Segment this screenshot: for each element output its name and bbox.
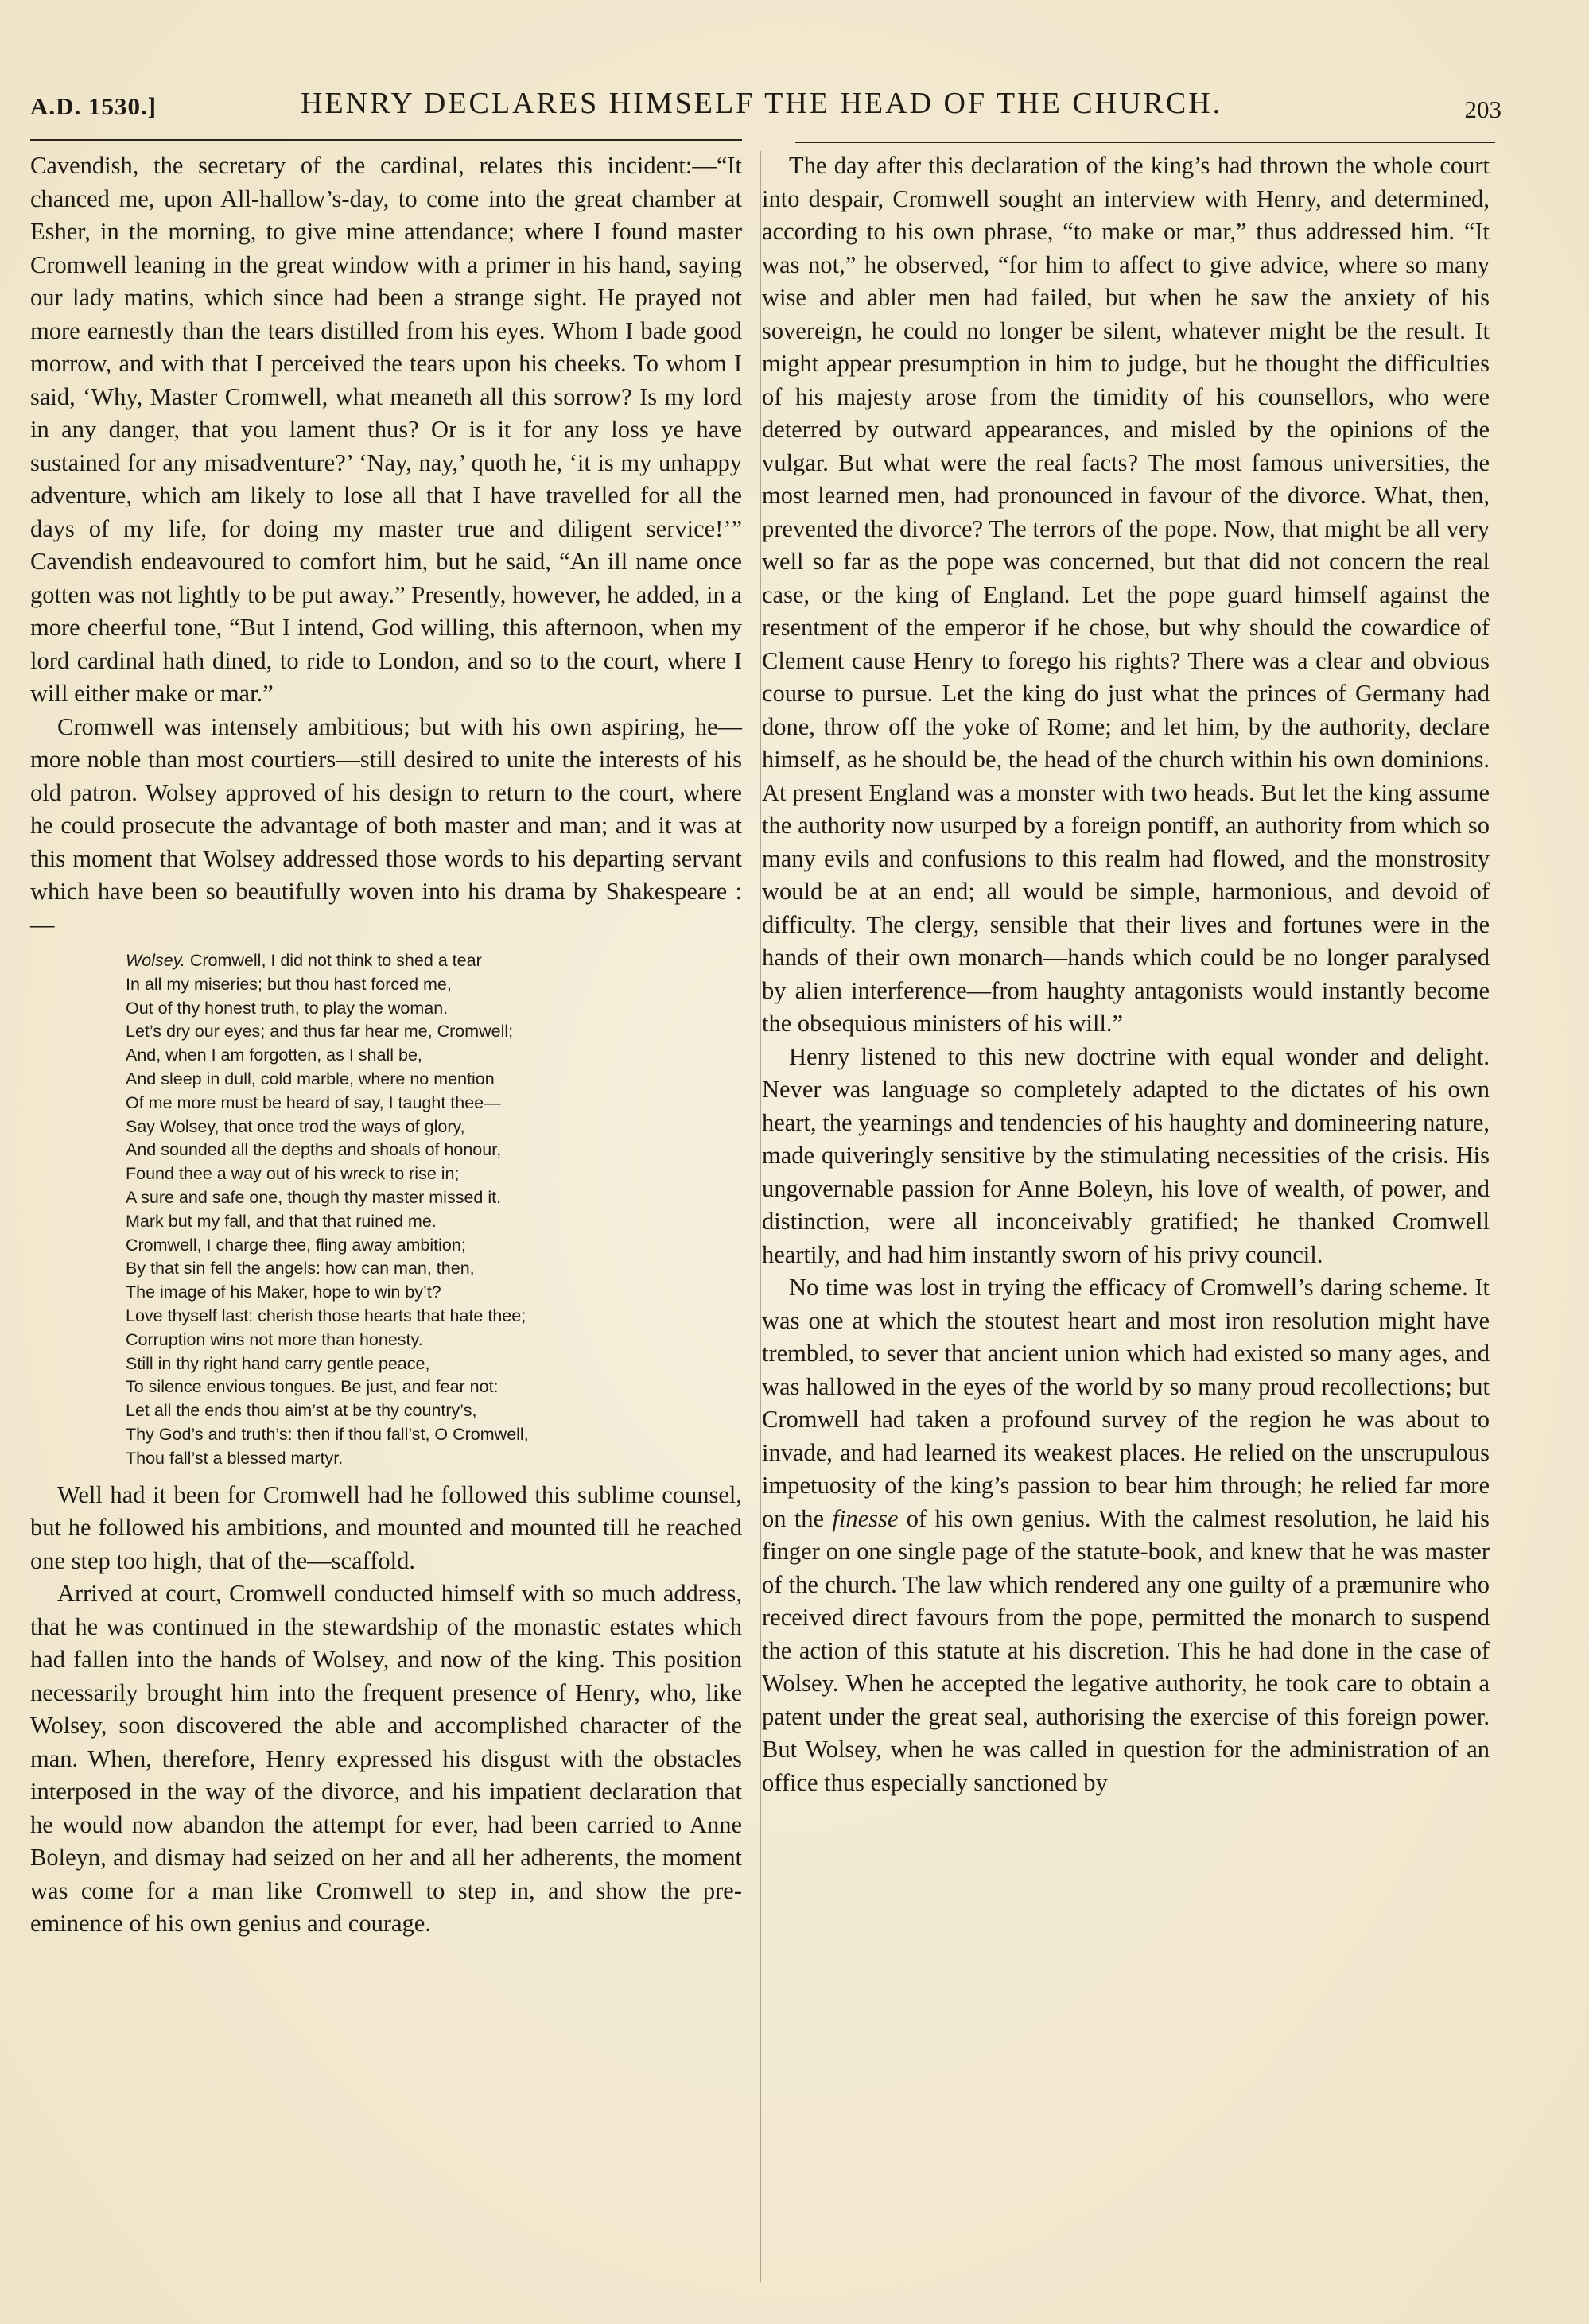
poem-line: Thou fall’st a blessed martyr. xyxy=(126,1448,344,1468)
poem-line: Say Wolsey, that once trod the ways of glory, xyxy=(126,1116,465,1136)
poem-line: Let all the ends thou aim’st at be thy country’s, xyxy=(126,1401,477,1421)
poem-line: In all my miseries; but thou hast forced me, xyxy=(126,974,452,994)
poem-line: Out of thy honest truth, to play the woman. xyxy=(126,998,449,1018)
poem-line: A sure and safe one, though thy master missed it. xyxy=(126,1187,502,1207)
page-number: 203 xyxy=(1464,95,1502,123)
header-date: A.D. 1530.] xyxy=(30,92,157,120)
column-divider xyxy=(760,151,761,2282)
poem-line: Wolsey. Cromwell, I did not think to shed a tear xyxy=(126,951,482,970)
poem-line: Let’s dry our eyes; and thus far hear me, Cromwell; xyxy=(126,1022,514,1042)
poem-line: And sounded all the depths and shoals of honour, xyxy=(126,1140,502,1160)
header-rule-left xyxy=(30,139,742,141)
shakespeare-quotation xyxy=(126,949,742,1471)
right-paragraph-3: No time was lost in trying the efficacy of Cromwell’s daring scheme. It was one at which the stoutest heart and most iron resolution might have trembled, to sever that ancient union which had existed so many ages, and was hallowed in the eyes of the world by so many proud recollections; but Cromwell had taken a profound survey of the region he was about to invade, and had learned its weakest places. He relied on the unscrupulous impetuosity of the king’s passion to bear him through; he relied far more on the finesse of his own genius. With the calmest resolution, he laid his finger on one single page of the statute-book, and knew that he was master of the church. The law which rendered any one guilty of a præmunire who received direct favours from the pope, permitted the monarch to suspend the action of this statute at his discretion. This he had done in the case of Wolsey. When he accepted the legative authority, he took care to obtain a patent under the great seal, authorising the exercise of this foreign power. But Wolsey, when he was called in question for the administration of an office thus especially sanctioned by xyxy=(762,1274,1490,1796)
right-column xyxy=(762,149,1490,1799)
right-paragraph-1: The day after this declaration of the king’s had thrown the whole court into despair, Cromwell sought an interview with Henry, and determined, according to his own phrase, “to make or mar,” thus addressed him. “It was not,” he observed, “for him to affect to give advice, where so many wise and abler men had failed, but when he saw the anxiety of his sovereign, he could no longer be silent, whatever might be the result. It might appear presumption in him to judge, but he thought the difficulties of his majesty arose from the timidity of his counsellors, who were deterred by outward appearances, and misled by the opinions of the vulgar. But what were the real facts? The most famous universities, the most learned men, had pronounced in favour of the divorce. What, then, prevented the divorce? The terrors of the pope. Now, that might be all very well so far as the pope was concerned, but that did not concern the real case, or the king of England. Let the pope guard himself against the resentment of the emperor if he chose, but why should the cowardice of Clement cause Henry to forego his rights? There was a clear and obvious course to pursue. Let the king do just what the princes of Germany had done, throw off the yoke of Rome; and let him, by the authority, declare himself, as he should be, the head of the church within his own dominions. At present England was a monster with two heads. But let the king assume the authority now usurped by a foreign pontiff, an authority from which so many evils and confusions to this realm had flowed, and the monstrosity would be at an end; all would be simple, harmonious, and devoid of difficulty. The clergy, sensible that their lives and fortunes were in the hands of their own monarch—hands which could be no longer paralysed by alien interference—from haughty antagonists would instantly become the obsequious ministers of his will.” xyxy=(762,152,1490,1037)
left-paragraph-2: Cromwell was intensely ambitious; but with his own aspiring, he—more noble than most courtiers—still desired to unite the interests of his old patron. Wolsey approved of his design to return to the court, where he could prosecute the advantage of both master and man; and it was at this moment that Wolsey addressed those words to his departing servant which have been so beautifully woven into his drama by Shakespeare :— xyxy=(30,712,742,938)
poem-line: Of me more must be heard of say, I taught thee— xyxy=(126,1092,501,1112)
italic-finesse: finesse xyxy=(832,1504,899,1532)
left-paragraph-4: Arrived at court, Cromwell conducted himself with so much address, that he was continued in the stewardship of the monastic estates which had fallen into the hands of Wolsey, and now of the king. This position necessarily brought him into the frequent presence of Henry, who, like Wolsey, soon discovered the able and accomplished character of the man. When, therefore, Henry expressed his disgust with the obstacles interposed in the way of the divorce, and his impatient declaration that he would now abandon the attempt for ever, had been carried to Anne Boleyn, and dismay had seized on her and all her adherents, the moment was come for a man like Cromwell to step in, and show the pre-eminence of his own genius and courage. xyxy=(30,1580,742,1938)
poem-line: And, when I am forgotten, as I shall be, xyxy=(126,1046,422,1065)
poem-line: Still in thy right hand carry gentle peace, xyxy=(126,1353,430,1373)
left-column xyxy=(30,149,742,1941)
poem-line: Love thyself last: cherish those hearts that hate thee; xyxy=(126,1306,526,1325)
poem-line: Mark but my fall, and that that ruined me. xyxy=(126,1211,437,1231)
right-paragraph-2: Henry listened to this new doctrine with equal wonder and delight. Never was language so completely adapted to the dictates of his own heart, the yearnings and tendencies of his haughty and domineering nature, made quiveringly sensitive by the stimulating necessities of the crisis. His ungovernable passion for Anne Boleyn, his love of wealth, of power, and distinction, were all inconceivably gratified; he thanked Cromwell heartily, and had him instantly sworn of his privy council. xyxy=(762,1042,1490,1268)
poem-line: Cromwell, I charge thee, fling away ambition; xyxy=(126,1235,466,1255)
poem-line: Thy God’s and truth’s: then if thou fall’st, O Cromwell, xyxy=(126,1424,529,1444)
poem-line: Found thee a way out of his wreck to rise in; xyxy=(126,1164,460,1184)
poem-line: By that sin fell the angels: how can man, then, xyxy=(126,1259,475,1278)
poem-line: To silence envious tongues. Be just, and fear not: xyxy=(126,1377,499,1397)
left-paragraph-3: Well had it been for Cromwell had he followed this sublime counsel, but he followed his ambitions, and mounted and mounted till he reached one step too high, that of the—scaffold. xyxy=(30,1480,742,1574)
header-title: HENRY DECLARES HIMSELF THE HEAD OF THE CHURCH. xyxy=(301,87,1223,120)
header-rule-right xyxy=(795,142,1495,143)
running-head xyxy=(30,86,1502,126)
poem-line: The image of his Maker, hope to win by’t? xyxy=(126,1282,441,1302)
poem-line: And sleep in dull, cold marble, where no mention xyxy=(126,1069,495,1088)
poem-speaker: Wolsey. xyxy=(126,951,185,970)
poem-line: Corruption wins not more than honesty. xyxy=(126,1329,423,1349)
left-paragraph-1: Cavendish, the secretary of the cardinal, relates this incident:—“It chanced me, upon All-hallow’s-day, to come into the great chamber at Esher, in the morning, to give mine attendance; where I found master Cromwell leaning in the great window with a primer in his hand, saying our lady matins, which since had been a strange sight. He prayed not more earnestly than the tears distilled from his eyes. Whom I bade good morrow, and with that I perceived the tears upon his cheeks. To whom I said, ‘Why, Master Cromwell, what meaneth all this sorrow? Is my lord in any danger, that you lament thus? Or is it for any loss ye have sustained for any misadventure?’ ‘Nay, nay,’ quoth he, ‘it is my unhappy adventure, which am likely to lose all that I have travelled for all the days of my life, for doing my master true and diligent service!’” Cavendish endeavoured to comfort him, but he said, “An ill name once gotten was not lightly to be put away.” Presently, however, he added, in a more cheerful tone, “But I intend, God willing, this afternoon, when my lord cardinal hath dined, to ride to London, and so to the court, where I will either make or mar.” xyxy=(30,152,742,707)
